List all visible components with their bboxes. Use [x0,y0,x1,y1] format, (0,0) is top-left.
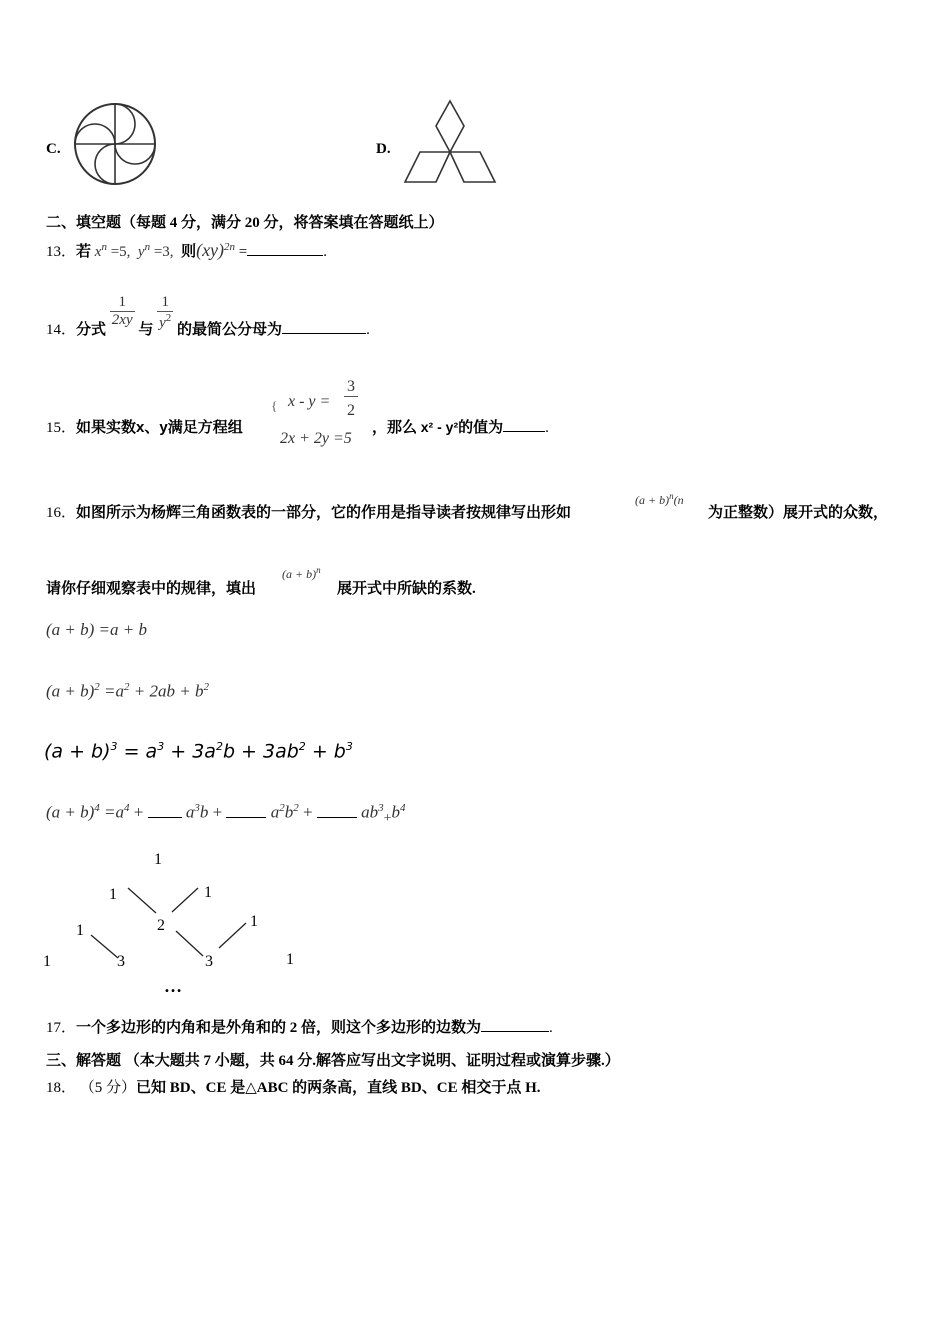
e3-t2: + 3a [170,740,216,763]
e4-lhs: (a + b) [46,802,95,822]
q15-eq2: 2x + 2y =5 [280,430,352,447]
question-17 [46,1016,553,1037]
q13-y: y [137,244,145,260]
q13-prefix: 若 [76,244,92,260]
triangle-dots: … [164,976,182,996]
q15-expr: x² - y² [420,419,459,435]
question-18 [46,1076,541,1097]
q15-suffix-a: ，那么 [372,420,418,436]
e4-rhs: =a [104,802,125,822]
q15-vars: x、y [136,419,168,436]
q14-and: 与 [138,322,154,338]
e3-t2-exp: 2 [215,740,223,753]
triangle-r1-left: 1 [109,886,117,903]
q16-line1-tail: 为正整数）展开式的众数， [708,505,889,521]
q13-eq3: =3, [153,244,174,260]
e4-m2b: b [284,802,294,822]
e4-plus-4: + [383,811,392,827]
triangle-r2-right: 1 [250,913,258,930]
q16-expr1-exp: n [669,491,674,501]
e2-rhs: =a [104,681,125,701]
e4-m1-exp: 3 [194,802,200,814]
q15-brace: { [271,398,278,413]
e4-m1: a [185,802,195,822]
q16-expr1-base: (a + b) [635,493,670,507]
q13-n-exp: n [101,241,107,253]
triangle-r3-c: 3 [205,953,213,970]
e3-t3-exp: 2 [298,740,306,753]
q14-frac2-den: y [159,315,166,331]
e2-t1-exp: 2 [124,681,130,693]
q17-number: 17． [46,1020,77,1036]
q13-period: . [323,244,328,260]
e2-t2: + 2ab + b [133,681,204,701]
triangle-r3-d: 1 [286,951,294,968]
q14-suffix: 的最简公分母为 [177,322,283,338]
section-2-heading: 二、填空题（每题 4 分，满分 20 分，将答案填在答题纸上） [46,215,444,231]
q13-eq5: =5, [110,244,131,260]
e3-a-exp: 3 [157,740,165,753]
e4-m2-exp: 2 [279,802,285,814]
q15-mid: 满足方程组 [167,420,243,436]
q14-frac2-exp: 2 [165,312,172,324]
option-d-label: D. [376,141,391,157]
e4-plus-1: + [133,802,144,822]
q15-suffix-b: 的值为 [458,420,504,436]
e3-rhs: = a [123,740,158,763]
section-3-heading: 三、解答题 （本大题共 7 小题，共 64 分.解答应写出文字说明、证明过程或演算步骤.） [46,1053,620,1069]
q15-period: . [545,420,549,436]
triangle-r1-right: 1 [204,884,212,901]
q15-number: 15． [46,420,77,436]
e4-plus-3: + [302,802,313,822]
e4-m2: a [270,802,280,822]
q18-text: 已知 BD、CE 是△ABC 的两条高，直线 BD、CE 相交于点 H. [136,1080,541,1096]
q16-line2a: 请你仔细观察表中的规律，填出 [46,581,257,597]
e4-m3: ab [361,802,379,822]
e3-exp: 3 [110,740,118,753]
e3-t2b: b + 3ab [222,740,299,763]
e4-exp: 4 [94,802,100,814]
q13-xy: (xy) [196,240,225,260]
q16-number: 16． [46,505,77,521]
q16-line2b: 展开式中所缺的系数. [337,581,476,597]
q17-text: 一个多边形的内角和是外角和的 2 倍，则这个多边形的边数为 [76,1020,482,1036]
e2-t2-exp: 2 [203,681,209,693]
e4-last: b [391,802,400,822]
q14-prefix: 分式 [76,322,107,338]
q14-frac1-num: 1 [110,294,135,312]
expansion-1: (a + b) =a + b [46,620,147,639]
q13-x: x [94,244,102,260]
q13-number: 13． [46,244,77,260]
e4-plus-2: + [212,802,223,822]
e3-t3b-exp: 3 [345,740,353,753]
q13-then: 则 [181,244,197,260]
q16-expr2-base: (a + b) [282,567,317,581]
triangle-r3-a: 1 [43,953,51,970]
e4-last-exp: 4 [399,802,406,814]
e4-a-exp: 4 [124,802,130,814]
triangle-r2-mid: 2 [157,917,165,934]
q14-frac1-den: 2xy [111,312,133,328]
q13-n-exp-2: n [144,241,151,253]
e4-m2b-exp: 2 [293,802,299,814]
triangle-r2-left: 1 [76,922,84,939]
triangle-r3-b: 3 [117,953,125,970]
q17-answer-blank[interactable] [481,1017,549,1032]
q14-period: . [366,322,370,338]
q15-eq1-num: 3 [344,378,358,397]
q17-period: . [549,1020,553,1036]
q16-expr1-tail: (n [673,493,684,507]
e4-m1b: b [199,802,209,822]
q14-number: 14． [46,322,77,338]
q18-number: 18． [46,1080,77,1096]
q13-2n-exp: 2n [224,241,236,253]
q16-expr2-exp: n [316,565,321,575]
q13-equals: = [238,244,248,260]
q14-frac2-num: 1 [157,294,173,312]
e2-exp: 2 [94,681,100,693]
e2-lhs: (a + b) [46,681,95,701]
q15-prefix: 如果实数 [76,420,137,436]
q18-score: （5 分） [79,1080,137,1096]
e4-m3-exp: 3 [378,802,384,814]
e3-t3: + b [311,740,346,763]
q15-eq1-lhs: x - y = [288,393,331,410]
option-c-label: C. [46,141,61,157]
q16-line1: 如图所示为杨辉三角函数表的一部分，它的作用是指导读者按规律写出形如 [76,505,572,521]
q15-eq1-den: 2 [347,402,355,419]
triangle-r0: 1 [154,851,162,868]
e3-lhs: (a + b) [44,740,111,763]
